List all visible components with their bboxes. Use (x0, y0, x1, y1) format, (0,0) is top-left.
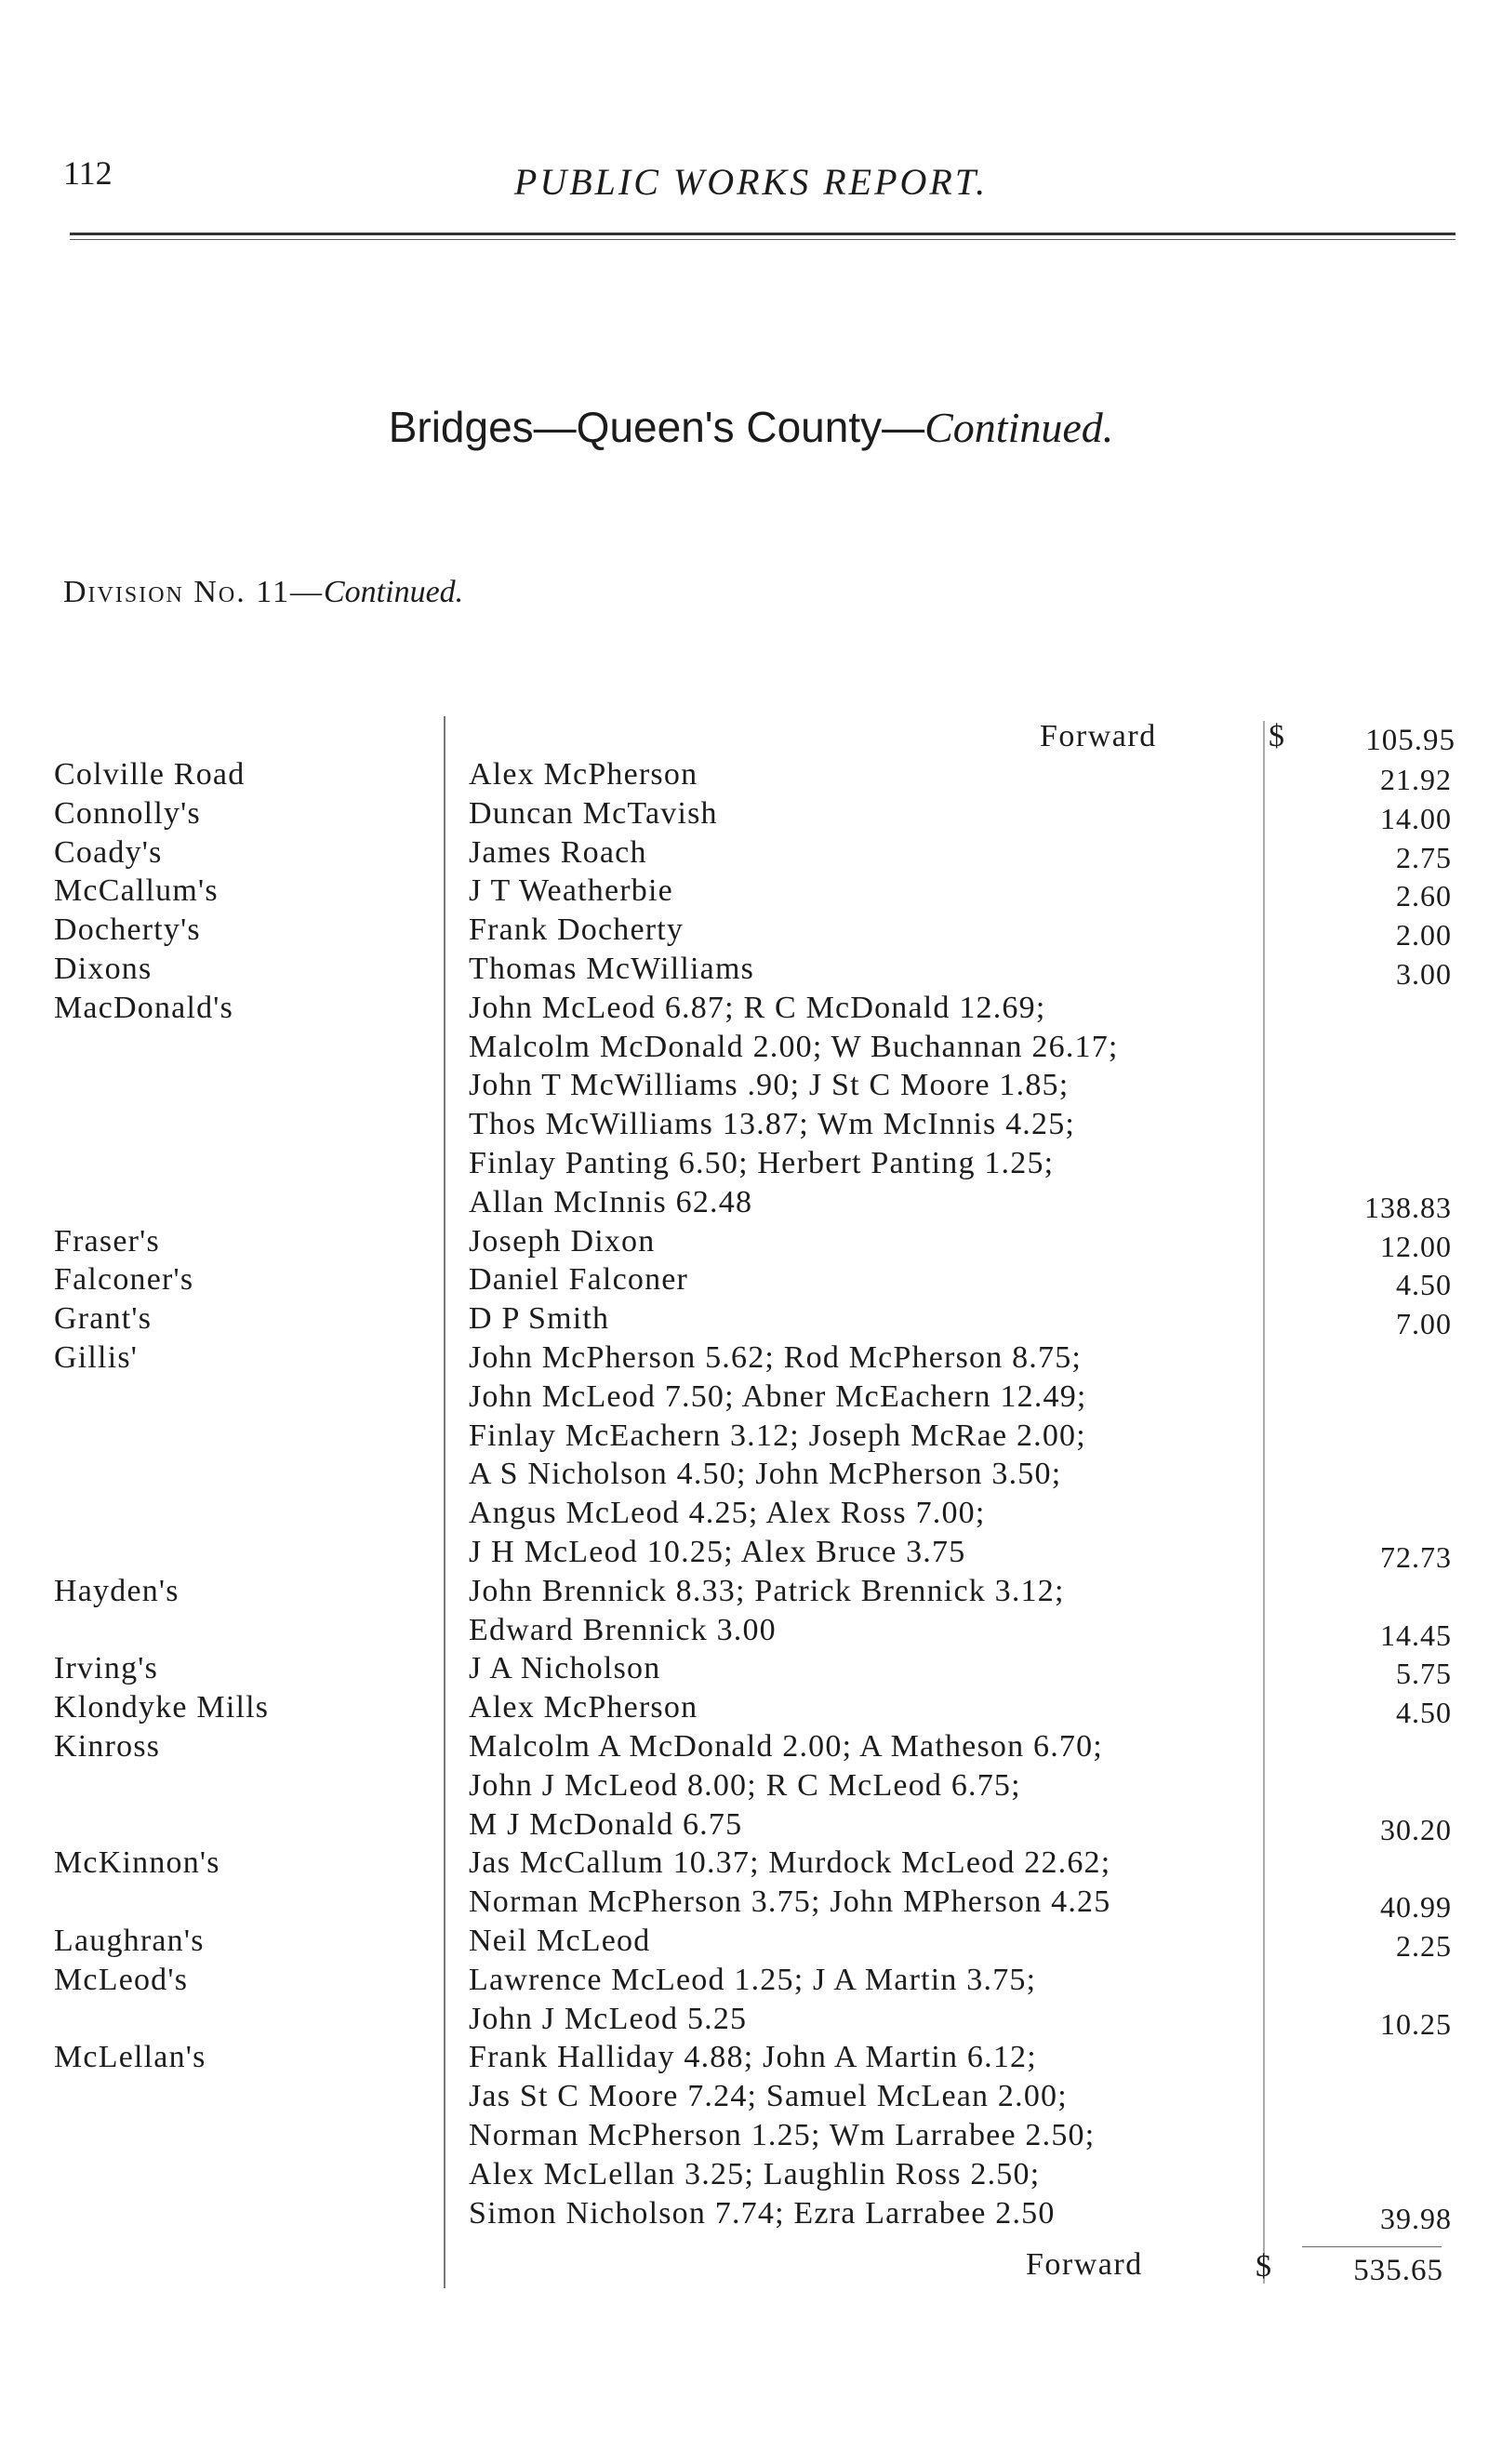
sum-rule (1302, 2246, 1442, 2247)
entry-total: 39.98 (1380, 2201, 1452, 2235)
bridge-name: Colville Road (54, 757, 246, 792)
entry-total: 14.00 (1380, 801, 1452, 835)
bridge-name: Hayden's (54, 1573, 179, 1608)
entry-total: 40.99 (1380, 1890, 1452, 1925)
payee-line: Daniel Falconer (469, 1262, 689, 1298)
entry-total: 2.00 (1396, 918, 1452, 952)
payee-line: John McLeod 6.87; R C McDonald 12.69; (469, 990, 1046, 1025)
payee-line: Frank Halliday 4.88; John A Martin 6.12; (469, 2040, 1037, 2075)
bridge-name: Coady's (54, 834, 163, 870)
bridge-name: Grant's (54, 1301, 153, 1337)
entry-total: 12.00 (1380, 1229, 1452, 1263)
bridge-name: Gillis' (54, 1340, 139, 1375)
payee-line: Angus McLeod 4.25; Alex Ross 7.00; (469, 1496, 986, 1531)
column-divider-right (1263, 721, 1265, 2284)
payee-line: John Brennick 8.33; Patrick Brennick 3.12; (469, 1573, 1065, 1608)
bridge-name: Dixons (54, 952, 153, 986)
entry-total: 7.00 (1396, 1307, 1452, 1341)
entry-total: 72.73 (1380, 1540, 1452, 1574)
section-title-main: Bridges—Queen's County— (388, 403, 925, 451)
forward-in-label: Forward (1040, 719, 1157, 753)
bridge-name: Kinross (54, 1729, 161, 1764)
entry-total: 2.25 (1396, 1929, 1452, 1963)
forward-out-currency: $ (1256, 2249, 1271, 2284)
bridge-name: Falconer's (54, 1262, 194, 1298)
division-label: Division No. 11— (63, 575, 324, 609)
payee-line: M J McDonald 6.75 (469, 1806, 743, 1842)
payee-line: J H McLeod 10.25; Alex Bruce 3.75 (469, 1535, 966, 1569)
payee-line: D P Smith (469, 1301, 610, 1337)
entry-total: 2.60 (1396, 879, 1452, 913)
bridge-name: MacDonald's (54, 990, 234, 1025)
header-rule-thin (70, 239, 1455, 240)
payee-line: A S Nicholson 4.50; John McPherson 3.50; (469, 1457, 1062, 1492)
header-rule-thick (70, 233, 1455, 235)
page-number: 112 (63, 154, 113, 192)
payee-line: Finlay McEachern 3.12; Joseph McRae 2.00; (469, 1418, 1086, 1453)
payee-line: Neil McLeod (469, 1924, 651, 1958)
entry-total: 21.92 (1380, 763, 1452, 796)
payee-line: John T McWilliams .90; J St C Moore 1.85; (469, 1068, 1070, 1103)
payee-line: Simon Nicholson 7.74; Ezra Larrabee 2.50 (469, 2195, 1056, 2231)
payee-line: Norman McPherson 3.75; John MPherson 4.25 (469, 1885, 1111, 1920)
forward-in-amount: 105.95 (1365, 724, 1455, 757)
payee-line: Edward Brennick 3.00 (469, 1612, 777, 1647)
payee-line: J A Nicholson (469, 1651, 661, 1686)
bridge-name: Connolly's (54, 795, 201, 831)
column-divider-left (444, 716, 445, 2288)
payee-line: Thomas McWilliams (469, 952, 755, 986)
payee-line: Lawrence McLeod 1.25; J A Martin 3.75; (469, 1962, 1037, 1997)
forward-out-amount: 535.65 (1353, 2254, 1443, 2287)
division-continued: Continued. (324, 575, 464, 609)
entry-total: 3.00 (1396, 957, 1452, 991)
bridge-name: Laughran's (54, 1924, 205, 1958)
payee-line: Jas St C Moore 7.24; Samuel McLean 2.00; (469, 2079, 1068, 2114)
bridge-name: Klondyke Mills (54, 1690, 270, 1725)
payee-line: John J McLeod 8.00; R C McLeod 6.75; (469, 1767, 1021, 1803)
bridge-name: Irving's (54, 1651, 159, 1686)
payee-line: John McPherson 5.62; Rod McPherson 8.75; (469, 1340, 1083, 1375)
entry-total: 30.20 (1380, 1812, 1452, 1846)
forward-in-currency: $ (1269, 719, 1284, 753)
bridge-name: McKinnon's (54, 1845, 220, 1881)
payee-line: Duncan McTavish (469, 795, 718, 831)
payee-line: Jas McCallum 10.37; Murdock McLeod 22.62; (469, 1845, 1111, 1881)
payee-line: Malcolm McDonald 2.00; W Buchannan 26.17; (469, 1029, 1119, 1064)
payee-line: J T Weatherbie (469, 873, 673, 909)
payee-line: Allan McInnis 62.48 (469, 1184, 753, 1219)
entry-total: 4.50 (1396, 1268, 1452, 1302)
division-heading (63, 575, 463, 610)
payee-line: Alex McPherson (469, 757, 698, 792)
bridge-name: McLellan's (54, 2040, 206, 2075)
bridge-name: McCallum's (54, 873, 219, 909)
entry-total: 14.45 (1380, 1618, 1452, 1652)
payee-line: Joseph Dixon (469, 1223, 656, 1259)
bridge-name: McLeod's (54, 1962, 189, 1997)
payee-line: Malcolm A McDonald 2.00; A Matheson 6.70; (469, 1729, 1103, 1764)
bridge-name: Docherty's (54, 912, 201, 948)
section-title-continued: Continued. (924, 404, 1114, 451)
bridge-name: Fraser's (54, 1223, 160, 1259)
payee-line: Thos McWilliams 13.87; Wm McInnis 4.25; (469, 1107, 1076, 1142)
payee-line: John J McLeod 5.25 (469, 2001, 748, 2036)
payee-line: James Roach (469, 834, 647, 870)
payee-line: Alex McLellan 3.25; Laughlin Ross 2.50; (469, 2156, 1041, 2191)
payee-line: John McLeod 7.50; Abner McEachern 12.49; (469, 1379, 1087, 1414)
entry-total: 5.75 (1396, 1657, 1452, 1691)
running-title: PUBLIC WORKS REPORT. (513, 161, 989, 203)
entry-total: 2.75 (1396, 840, 1452, 874)
payee-line: Alex McPherson (469, 1690, 698, 1725)
entry-total: 138.83 (1364, 1190, 1452, 1224)
payee-line: Norman McPherson 1.25; Wm Larrabee 2.50; (469, 2118, 1096, 2152)
section-title (0, 402, 1502, 452)
payee-line: Frank Docherty (469, 912, 685, 948)
entry-total: 4.50 (1396, 1696, 1452, 1730)
payee-line: Finlay Panting 6.50; Herbert Panting 1.25; (469, 1146, 1055, 1180)
forward-out-label: Forward (1026, 2247, 1143, 2282)
entry-total: 10.25 (1380, 2006, 1452, 2041)
